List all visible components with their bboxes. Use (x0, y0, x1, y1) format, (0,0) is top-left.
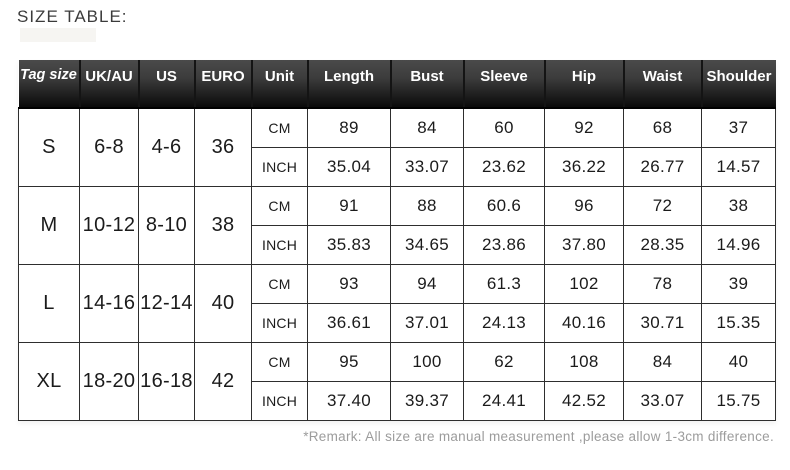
inch-value-l-2: 24.13 (464, 303, 545, 342)
column-header-hip: Hip (545, 60, 624, 108)
unit-inch-label-m: INCH (252, 225, 308, 264)
ukau-cell-m: 10-12 (80, 186, 139, 264)
us-cell-s: 4-6 (139, 108, 195, 186)
unit-inch-label-xl: INCH (252, 381, 308, 420)
size-table-body (19, 108, 776, 420)
cm-value-m-5: 38 (702, 186, 776, 225)
cm-value-s-4: 68 (624, 108, 702, 147)
inch-value-xl-5: 15.75 (702, 381, 776, 420)
ukau-cell-xl: 18-20 (80, 342, 139, 420)
faded-watermark-block (20, 28, 96, 42)
cm-value-l-2: 61.3 (464, 264, 545, 303)
inch-value-s-1: 33.07 (391, 147, 464, 186)
column-header-us: US (139, 60, 195, 108)
us-cell-xl: 16-18 (139, 342, 195, 420)
cm-value-l-4: 78 (624, 264, 702, 303)
remark-text: *Remark: All size are manual measurement ,please allow 1-3cm difference. (303, 429, 774, 444)
tag-size-cell-l: L (19, 264, 80, 342)
euro-cell-s: 36 (195, 108, 252, 186)
inch-value-s-0: 35.04 (308, 147, 391, 186)
inch-value-xl-3: 42.52 (545, 381, 624, 420)
cm-value-s-1: 84 (391, 108, 464, 147)
table-row-xl-cm (19, 342, 776, 381)
header-row (19, 60, 776, 108)
inch-value-l-0: 36.61 (308, 303, 391, 342)
size-table-head (19, 60, 776, 108)
tag-size-cell-m: M (19, 186, 80, 264)
tag-size-cell-s: S (19, 108, 80, 186)
cm-value-m-3: 96 (545, 186, 624, 225)
cm-value-xl-0: 95 (308, 342, 391, 381)
inch-value-s-5: 14.57 (702, 147, 776, 186)
column-header-tag-size: Tag size (19, 60, 80, 108)
inch-value-s-3: 36.22 (545, 147, 624, 186)
inch-value-xl-0: 37.40 (308, 381, 391, 420)
inch-value-xl-4: 33.07 (624, 381, 702, 420)
inch-value-l-3: 40.16 (545, 303, 624, 342)
cm-value-s-3: 92 (545, 108, 624, 147)
ukau-cell-l: 14-16 (80, 264, 139, 342)
unit-cm-label-m: CM (252, 186, 308, 225)
table-row-s-cm (19, 108, 776, 147)
inch-value-m-2: 23.86 (464, 225, 545, 264)
unit-cm-label-s: CM (252, 108, 308, 147)
cm-value-s-0: 89 (308, 108, 391, 147)
cm-value-l-5: 39 (702, 264, 776, 303)
inch-value-s-2: 23.62 (464, 147, 545, 186)
inch-value-m-1: 34.65 (391, 225, 464, 264)
cm-value-l-3: 102 (545, 264, 624, 303)
cm-value-xl-3: 108 (545, 342, 624, 381)
inch-value-xl-2: 24.41 (464, 381, 545, 420)
column-header-waist: Waist (624, 60, 702, 108)
us-cell-m: 8-10 (139, 186, 195, 264)
cm-value-xl-1: 100 (391, 342, 464, 381)
inch-value-l-5: 15.35 (702, 303, 776, 342)
inch-value-m-3: 37.80 (545, 225, 624, 264)
column-header-uk-au: UK/AU (80, 60, 139, 108)
us-cell-l: 12-14 (139, 264, 195, 342)
ukau-cell-s: 6-8 (80, 108, 139, 186)
column-header-shoulder: Shoulder (702, 60, 776, 108)
inch-value-s-4: 26.77 (624, 147, 702, 186)
inch-value-m-4: 28.35 (624, 225, 702, 264)
euro-cell-l: 40 (195, 264, 252, 342)
unit-cm-label-l: CM (252, 264, 308, 303)
cm-value-l-1: 94 (391, 264, 464, 303)
inch-value-l-1: 37.01 (391, 303, 464, 342)
unit-cm-label-xl: CM (252, 342, 308, 381)
size-table (18, 60, 776, 421)
table-row-m-cm (19, 186, 776, 225)
inch-value-l-4: 30.71 (624, 303, 702, 342)
unit-inch-label-l: INCH (252, 303, 308, 342)
cm-value-xl-4: 84 (624, 342, 702, 381)
euro-cell-xl: 42 (195, 342, 252, 420)
cm-value-l-0: 93 (308, 264, 391, 303)
column-header-bust: Bust (391, 60, 464, 108)
cm-value-m-0: 91 (308, 186, 391, 225)
inch-value-xl-1: 39.37 (391, 381, 464, 420)
table-row-l-cm (19, 264, 776, 303)
cm-value-m-4: 72 (624, 186, 702, 225)
column-header-unit: Unit (252, 60, 308, 108)
cm-value-xl-5: 40 (702, 342, 776, 381)
column-header-sleeve: Sleeve (464, 60, 545, 108)
column-header-length: Length (308, 60, 391, 108)
page-title: SIZE TABLE: (17, 7, 128, 26)
column-header-euro: EURO (195, 60, 252, 108)
inch-value-m-0: 35.83 (308, 225, 391, 264)
cm-value-s-2: 60 (464, 108, 545, 147)
unit-inch-label-s: INCH (252, 147, 308, 186)
cm-value-m-2: 60.6 (464, 186, 545, 225)
tag-size-cell-xl: XL (19, 342, 80, 420)
inch-value-m-5: 14.96 (702, 225, 776, 264)
cm-value-xl-2: 62 (464, 342, 545, 381)
cm-value-m-1: 88 (391, 186, 464, 225)
cm-value-s-5: 37 (702, 108, 776, 147)
euro-cell-m: 38 (195, 186, 252, 264)
